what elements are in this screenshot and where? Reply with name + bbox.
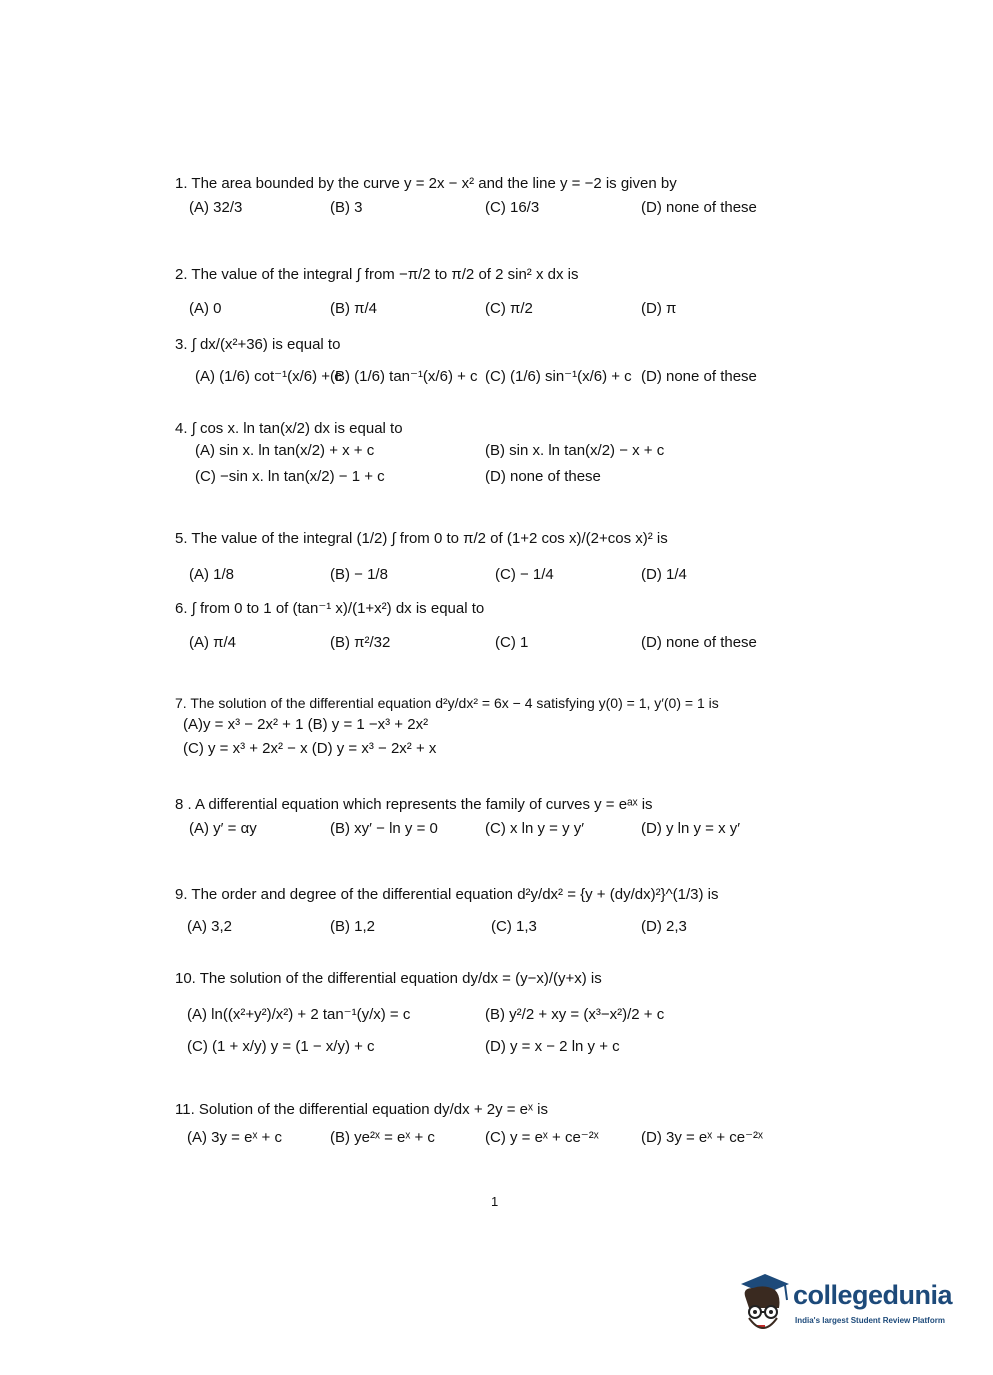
question-3 — [175, 336, 825, 390]
question-stem: 4. ∫ cos x. ln tan(x/2) dx is equal to — [175, 420, 403, 437]
question-stem: 11. Solution of the differential equation dy/dx + 2y = eˣ is — [175, 1101, 548, 1118]
option-a: (A) sin x. ln tan(x/2) + x + c — [195, 442, 375, 459]
option-b: (B) − 1/8 — [330, 566, 388, 583]
question-4 — [175, 420, 825, 492]
collegedunia-logo — [735, 1268, 965, 1338]
option-b: (B) y²/2 + xy = (x³−x²)/2 + c — [485, 1006, 665, 1023]
question-stem: 3. ∫ dx/(x²+36) is equal to — [175, 336, 341, 353]
graduate-mascot-icon — [735, 1268, 791, 1338]
question-8 — [175, 796, 825, 842]
option-d: (D) 2,3 — [641, 918, 687, 935]
option-a: (A) 3y = eˣ + c — [187, 1129, 282, 1146]
option-d: (D) y ln y = x y′ — [641, 820, 741, 837]
question-stem: 8 . A differential equation which represents the family of curves y = eᵃˣ is — [175, 796, 653, 813]
question-1 — [175, 175, 825, 221]
question-stem: 9. The order and degree of the differential equation d²y/dx² = {y + (dy/dx)²}^(1/3) is — [175, 886, 719, 903]
option-a: (A) 3,2 — [187, 918, 233, 935]
question-stem: 6. ∫ from 0 to 1 of (tan⁻¹ x)/(1+x²) dx is equal to — [175, 600, 485, 617]
question-stem: 7. The solution of the differential equation d²y/dx² = 6x − 4 satisfying y(0) = 1, y′(0) = 1 is — [175, 695, 719, 711]
option-c: (C) − 1/4 — [495, 566, 554, 583]
option-c: (C) (1/6) sin⁻¹(x/6) + c — [485, 368, 632, 385]
option-a: (A) 0 — [189, 300, 222, 317]
option-b: (B) ye²ˣ = eˣ + c — [330, 1129, 435, 1146]
question-2 — [175, 266, 825, 322]
option-c: (C) π/2 — [485, 300, 533, 317]
option-d: (D) none of these — [641, 368, 757, 385]
option-d: (D) none of these — [641, 199, 757, 216]
question-stem: 2. The value of the integral ∫ from −π/2 to π/2 of 2 sin² x dx is — [175, 266, 579, 283]
option-b: (B) π/4 — [330, 300, 378, 317]
brand-tagline: India's largest Student Review Platform — [795, 1316, 945, 1325]
option-c: (C) x ln y = y y′ — [485, 820, 585, 837]
option-d: (D) none of these — [641, 634, 757, 651]
question-9 — [175, 886, 825, 940]
option-b: (B) 1,2 — [330, 918, 376, 935]
option-a: (A) π/4 — [189, 634, 237, 651]
option-d: (D) 1/4 — [641, 566, 687, 583]
question-7 — [175, 694, 815, 764]
option-a: (A) (1/6) cot⁻¹(x/6) + c — [195, 368, 342, 385]
option-d: (D) none of these — [485, 468, 601, 485]
page-number: 1 — [491, 1194, 499, 1209]
option-ab: (A)y = x³ − 2x² + 1 (B) y = 1 −x³ + 2x² — [183, 716, 429, 733]
question-11 — [175, 1101, 825, 1151]
option-b: (B) 3 — [330, 199, 363, 216]
option-a: (A) ln((x²+y²)/x²) + 2 tan⁻¹(y/x) = c — [187, 1006, 411, 1023]
question-stem: 1. The area bounded by the curve y = 2x − x² and the line y = −2 is given by — [175, 175, 677, 192]
option-a: (A) 32/3 — [189, 199, 243, 216]
question-10 — [175, 970, 825, 1062]
option-cd: (C) y = x³ + 2x² − x (D) y = x³ − 2x² + x — [183, 740, 437, 757]
option-d: (D) y = x − 2 ln y + c — [485, 1038, 620, 1055]
option-a: (A) y′ = αy — [189, 820, 257, 837]
brand-name: collegedunia — [793, 1280, 953, 1310]
question-6 — [175, 600, 825, 656]
option-c: (C) y = eˣ + ce⁻²ˣ — [485, 1129, 599, 1146]
option-c: (C) −sin x. ln tan(x/2) − 1 + c — [195, 468, 385, 485]
option-d: (D) π — [641, 300, 677, 317]
question-stem: 10. The solution of the differential equation dy/dx = (y−x)/(y+x) is — [175, 970, 602, 987]
option-b: (B) xy′ − ln y = 0 — [330, 820, 438, 837]
question-5 — [175, 530, 825, 588]
option-b: (B) π²/32 — [330, 634, 391, 651]
option-a: (A) 1/8 — [189, 566, 235, 583]
option-c: (C) 1 — [495, 634, 529, 651]
option-d: (D) 3y = eˣ + ce⁻²ˣ — [641, 1129, 763, 1146]
option-c: (C) (1 + x/y) y = (1 − x/y) + c — [187, 1038, 375, 1055]
question-stem: 5. The value of the integral (1/2) ∫ from 0 to π/2 of (1+2 cos x)/(2+cos x)² is — [175, 530, 668, 547]
option-b: (B) (1/6) tan⁻¹(x/6) + c — [330, 368, 478, 385]
option-c: (C) 16/3 — [485, 199, 540, 216]
option-c: (C) 1,3 — [491, 918, 537, 935]
option-b: (B) sin x. ln tan(x/2) − x + c — [485, 442, 665, 459]
